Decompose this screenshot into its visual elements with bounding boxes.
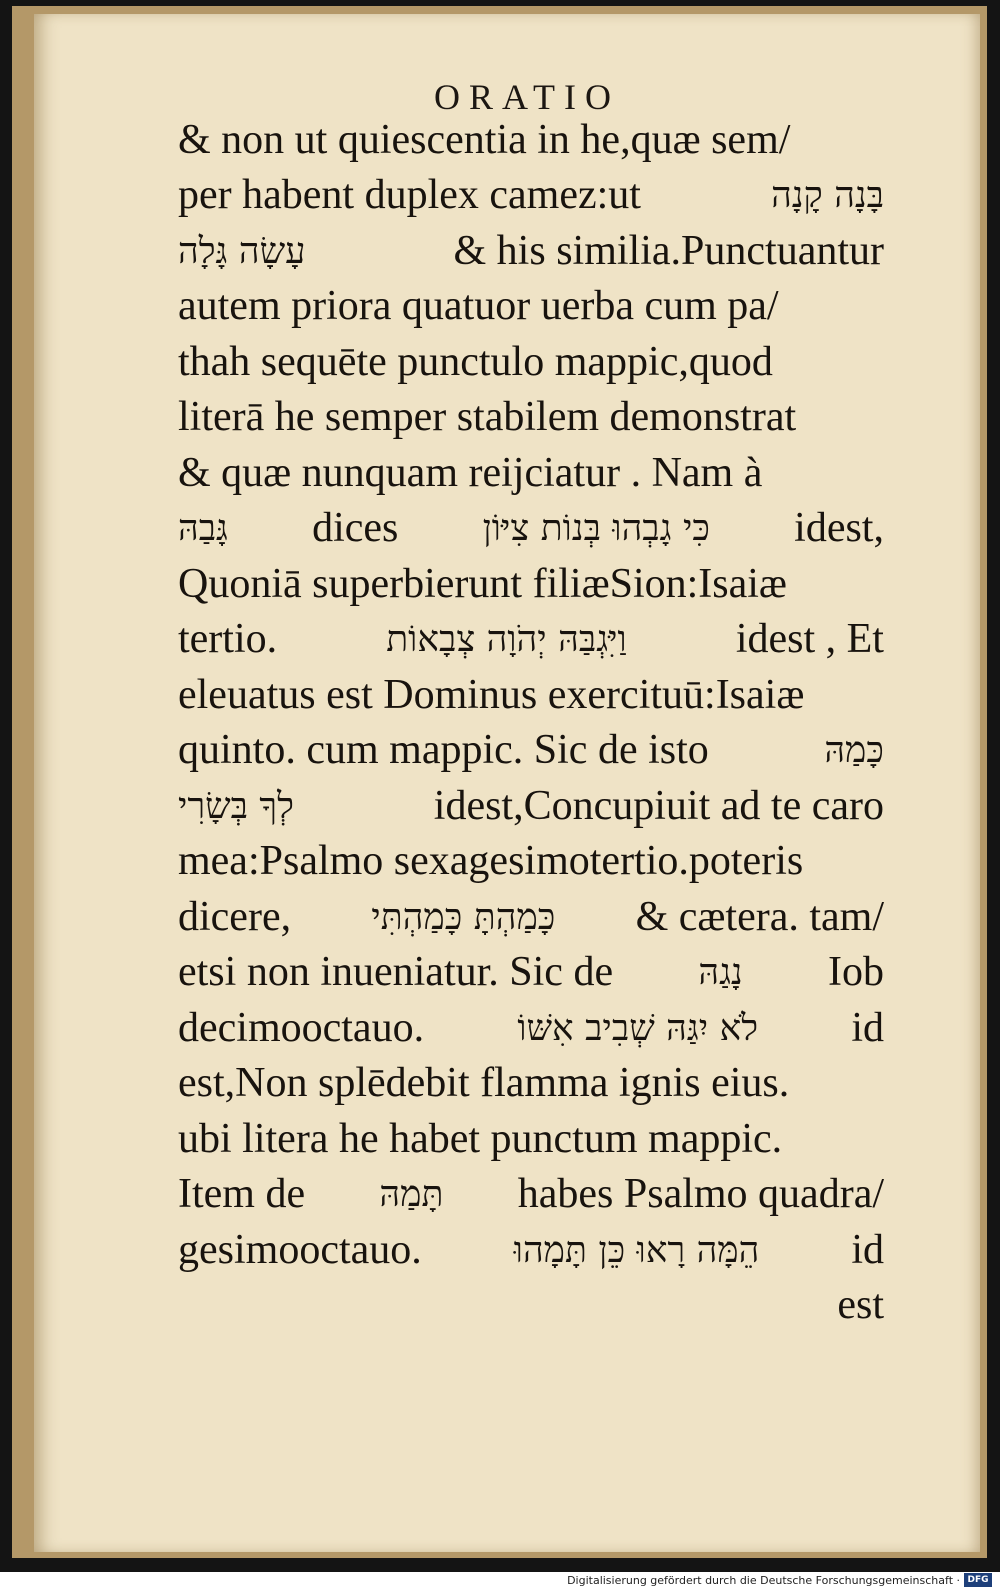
- latin-text: decimooctauo.: [178, 1004, 425, 1051]
- latin-text: eleuatus est Dominus exercituū:Isaiæ: [178, 671, 805, 718]
- text-line: [178, 945, 884, 1001]
- text-block: [178, 112, 884, 1333]
- text-line: [178, 501, 884, 557]
- latin-text: idest , Et: [735, 616, 884, 663]
- latin-text: per habent duplex camez:ut: [178, 172, 641, 219]
- latin-text: gesimooctauo.: [178, 1226, 422, 1273]
- text-line: [178, 279, 884, 335]
- latin-text: Quoniā superbierunt filiæSion:Isaiæ: [178, 560, 787, 607]
- latin-text: id: [851, 1226, 884, 1273]
- hebrew-phrase: עָשָׂה גָּלָה: [178, 230, 306, 272]
- text-line: [178, 1222, 884, 1278]
- latin-text: id: [851, 1004, 884, 1051]
- running-head: ORATIO: [434, 77, 620, 117]
- hebrew-phrase: לְךָ בְּשָׂרִי: [178, 785, 294, 827]
- hebrew-phrase: תָּמַהּ: [379, 1174, 444, 1216]
- latin-text: & his similia.Punctuantur: [453, 227, 884, 274]
- latin-text: thah sequēte punctulo mappic,quod: [178, 338, 773, 385]
- text-line: [178, 223, 884, 279]
- latin-text: mea:Psalmo sexagesimotertio.poteris: [178, 838, 804, 885]
- latin-text: tertio.: [178, 616, 278, 663]
- text-line: [178, 1167, 884, 1223]
- digitization-credit: Digitalisierung gefördert durch die Deutsche Forschungsgemeinschaft ·: [567, 1574, 960, 1587]
- hebrew-phrase: כָּמַהְתָּ כָּמַהְתִּי: [371, 896, 556, 938]
- latin-text: quinto. cum mappic. Sic de isto: [178, 727, 709, 774]
- latin-text: est,Non splēdebit flamma ignis eius.: [178, 1060, 790, 1107]
- latin-text: est: [837, 1282, 884, 1329]
- hebrew-phrase: לֹא יִגַּהּ שְׁבִיב אִשּׁוֹ: [517, 1007, 759, 1049]
- latin-text: dicere,: [178, 893, 292, 940]
- latin-text: etsi non inueniatur. Sic de: [178, 949, 614, 996]
- hebrew-phrase: כִּי גָבְהוּ בְּנוֹת צִיּוֹן: [482, 508, 710, 550]
- hebrew-phrase: כָּמַהּ: [824, 730, 884, 772]
- latin-text: literā he semper stabilem demonstrat: [178, 394, 797, 441]
- hebrew-phrase: הֵמָּה רָאוּ כֵּן תָּמָהוּ: [513, 1229, 760, 1271]
- text-line: [178, 889, 884, 945]
- hebrew-phrase: נָגַהּ: [698, 952, 743, 994]
- latin-text: dices: [312, 505, 399, 552]
- hebrew-phrase: בָּנָה קָנָה: [771, 175, 884, 217]
- latin-text: Item de: [178, 1171, 306, 1218]
- text-line: [178, 1278, 884, 1334]
- latin-text: & cætera. tam/: [635, 893, 884, 940]
- text-line: [178, 612, 884, 668]
- dfg-logo: DFG: [964, 1573, 992, 1587]
- text-line: [178, 334, 884, 390]
- latin-text: ubi litera he habet punctum mappic.: [178, 1115, 783, 1162]
- latin-text: habes Psalmo quadra/: [517, 1171, 884, 1218]
- latin-text: autem priora quatuor uerba cum pa/: [178, 283, 779, 330]
- text-line: [178, 1111, 884, 1167]
- text-line: [178, 445, 884, 501]
- text-line: [178, 778, 884, 834]
- text-line: [178, 112, 884, 168]
- hebrew-phrase: וַיִּגְבַּהּ יְהֹוָה צְבָאוֹת: [386, 619, 627, 661]
- text-line: [178, 834, 884, 890]
- text-line: [178, 168, 884, 224]
- latin-text: & quæ nunquam reijciatur . Nam à: [178, 449, 763, 496]
- text-line: [178, 723, 884, 779]
- text-line: [178, 667, 884, 723]
- text-line: [178, 556, 884, 612]
- text-line: [178, 1056, 884, 1112]
- text-line: [178, 390, 884, 446]
- latin-text: & non ut quiescentia in he,quæ sem/: [178, 116, 791, 163]
- text-line: [178, 1000, 884, 1056]
- hebrew-phrase: גָּבַהּ: [178, 508, 228, 550]
- latin-text: idest,: [794, 505, 884, 552]
- latin-text: Iob: [827, 949, 884, 996]
- latin-text: idest,Concupiuit ad te caro: [433, 782, 884, 829]
